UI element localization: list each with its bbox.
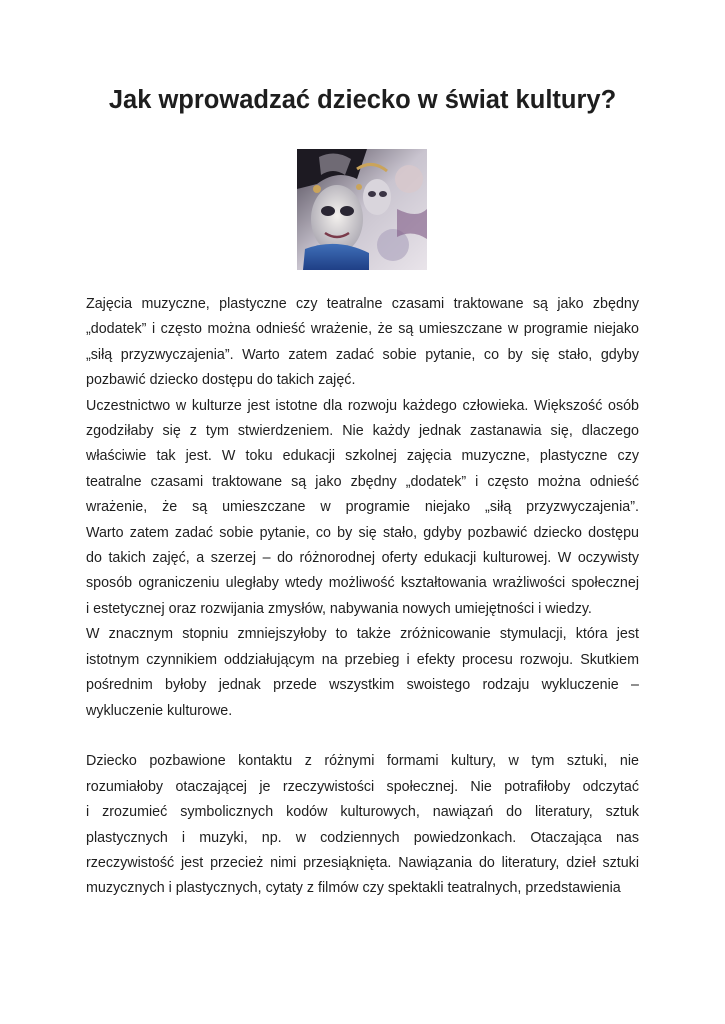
text-line: pozbawić dziecko dostępu do takich zajęć. [86,372,356,389]
text-line: właściwie tak jest. W toku edukacji szkolnej zajęcia muzyczne, plastyczne czy [86,448,639,465]
text-line: i estetycznej oraz rozwijania zmysłów, nabywania nowych umiejętności i wiedzy. [86,600,592,617]
text-line: do takich zajęć, a szerzej – do różnorodnej oferty edukacji kulturowej. W oczywisty [86,550,639,567]
paragraph [86,622,639,724]
text-line: Dziecko pozbawione kontaktu z różnymi formami kultury, w tym sztuki, nie [86,753,639,770]
paragraph [86,394,639,623]
paragraph-gap [86,724,639,749]
text-line: zgodziłaby się z tym stwierdzeniem. Nie każdy jednak zastanawia się, dlaczego [86,423,639,440]
text-line: rzeczywistość jest przecież nimi przesiąknięta. Nawiązania do literatury, dzieł sztuki [86,854,639,871]
text-line: sposób ograniczeniu uległaby wtedy możliwość kształtowania wrażliwości społecznej [86,575,639,592]
paragraph [86,749,639,901]
paragraph [86,292,639,394]
text-line: muzycznych i plastycznych, cytaty z filmów czy spektakli teatralnych, przedstawienia [86,880,621,897]
carnival-masks-photo [297,149,427,270]
text-line: teatralne czasami traktowane są jako zbędny „dodatek” i często można odnieść [86,473,639,490]
text-line: plastycznych i muzyki, np. w codziennych powiedzonkach. Otaczająca nas [86,829,639,846]
article-body [86,292,639,902]
text-line: i zrozumieć symbolicznych kodów kulturowych, nawiązań do literatury, sztuk [86,804,639,821]
text-line: „dodatek” i często można odnieść wrażenie, że są umieszczane w programie niejako [86,321,639,338]
text-line: wykluczenie kulturowe. [86,702,233,719]
text-line: rozumiałoby otaczającej je rzeczywistości społecznej. Nie potrafiłoby odczytać [86,778,639,795]
text-line: „siłą przyzwyczajenia”. Warto zatem zadać sobie pytanie, co by się stało, gdyby [86,346,639,363]
text-line: wrażenie, że są umieszczane w programie niejako „siłą przyzwyczajenia”. [86,499,639,516]
text-line: Uczestnictwo w kulturze jest istotne dla rozwoju każdego człowieka. Większość osób [86,397,639,414]
text-line: Zajęcia muzyczne, plastyczne czy teatralne czasami traktowane są jako zbędny [86,296,639,312]
page-title: Jak wprowadzać dziecko w świat kultury? [108,86,617,114]
text-line: istotnym czynnikiem oddziałującym na przebieg i efekty procesu rozwoju. Skutkiem [86,651,639,668]
text-line: W znacznym stopniu zmniejszyłoby to także zróżnicowanie stymulacji, która jest [86,626,639,643]
text-line: pośrednim byłoby jednak przede wszystkim swoistego rodzaju wykluczenie – [86,677,639,694]
text-line: Warto zatem zadać sobie pytanie, co by się stało, gdyby pozbawić dziecko dostępu [86,524,639,541]
